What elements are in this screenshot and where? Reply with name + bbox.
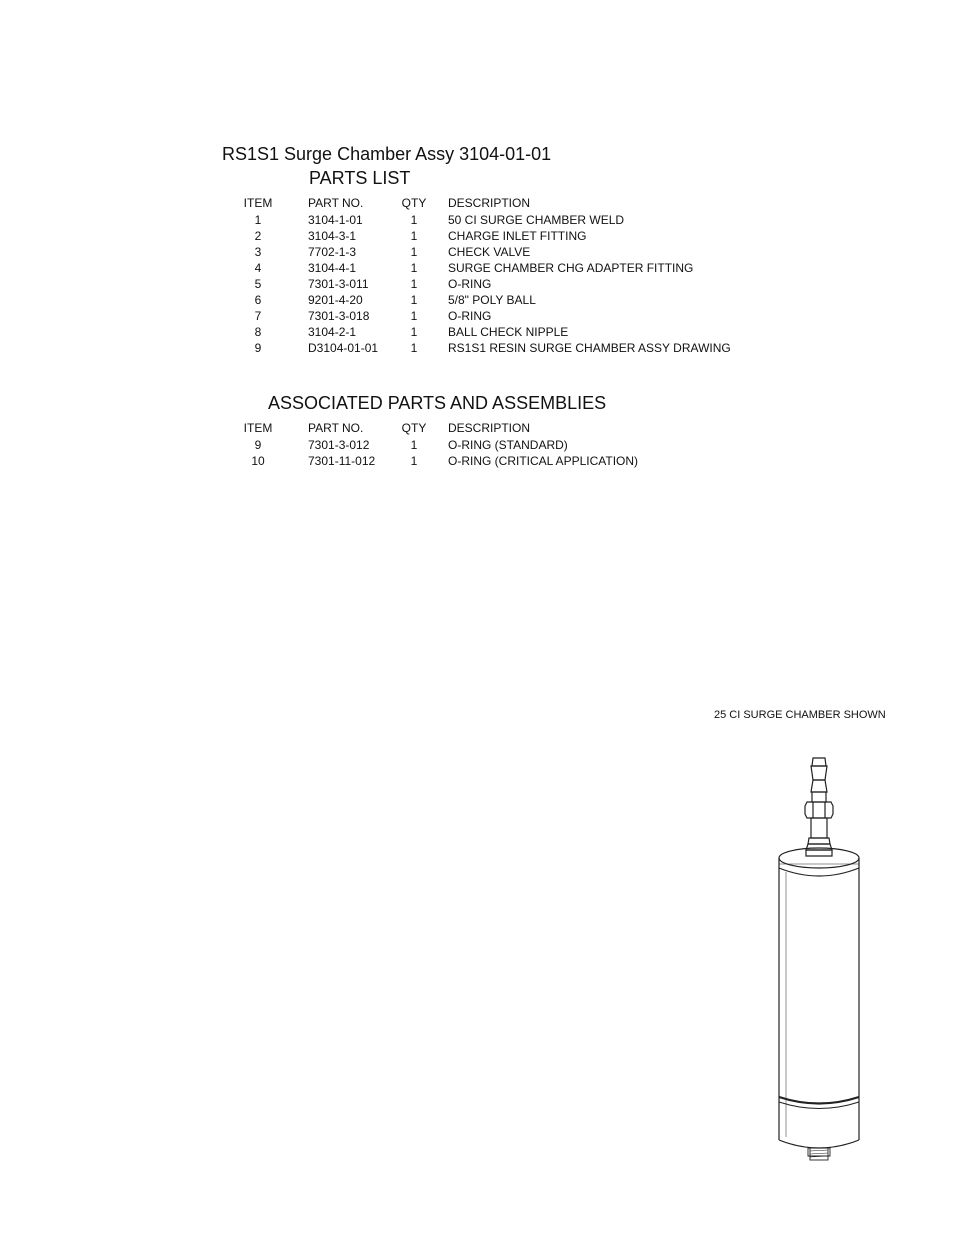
quantity-cell: 1	[410, 245, 418, 259]
table-row	[222, 453, 638, 469]
column-header-qty: QTY	[401, 196, 427, 210]
associated-parts-heading: ASSOCIATED PARTS AND ASSEMBLIES	[268, 393, 607, 413]
part-number-cell: 9201-4-20	[308, 293, 363, 307]
part-number-cell: 7301-11-012	[308, 454, 376, 468]
parts-list-table	[222, 194, 731, 356]
item-number-cell: 2	[254, 229, 262, 243]
column-header-part-no: PART NO.	[308, 196, 364, 210]
parts-list-heading: PARTS LIST	[309, 168, 411, 188]
quantity-cell: 1	[410, 277, 418, 291]
quantity-cell: 1	[410, 213, 418, 227]
item-number-cell: 6	[254, 293, 262, 307]
table-row	[222, 308, 731, 324]
description-cell: CHECK VALVE	[448, 245, 531, 259]
surge-chamber-drawing	[770, 752, 870, 1162]
column-header-item: ITEM	[243, 196, 273, 210]
column-header-description: DESCRIPTION	[448, 421, 531, 435]
part-number-cell: 3104-4-1	[308, 261, 357, 275]
table-row	[222, 244, 731, 260]
quantity-cell: 1	[410, 341, 418, 355]
item-number-cell: 9	[254, 341, 262, 355]
quantity-cell: 1	[410, 309, 418, 323]
table-row	[222, 292, 731, 308]
item-number-cell: 10	[251, 454, 265, 468]
description-cell: 50 CI SURGE CHAMBER WELD	[448, 213, 625, 227]
table-row	[222, 228, 731, 244]
table-row	[222, 276, 731, 292]
description-cell: 5/8" POLY BALL	[448, 293, 536, 307]
description-cell: O-RING	[448, 309, 492, 323]
description-cell: BALL CHECK NIPPLE	[448, 325, 569, 339]
table-row	[222, 212, 731, 228]
description-cell: O-RING (CRITICAL APPLICATION)	[448, 454, 639, 468]
document-title: RS1S1 Surge Chamber Assy 3104-01-01	[222, 144, 552, 164]
column-header-part-no: PART NO.	[308, 421, 364, 435]
item-number-cell: 4	[254, 261, 262, 275]
column-header-item: ITEM	[243, 421, 273, 435]
item-number-cell: 1	[254, 213, 262, 227]
column-header-description: DESCRIPTION	[448, 196, 531, 210]
item-number-cell: 5	[254, 277, 262, 291]
description-cell: SURGE CHAMBER CHG ADAPTER FITTING	[448, 261, 694, 275]
description-cell: CHARGE INLET FITTING	[448, 229, 587, 243]
quantity-cell: 1	[410, 454, 418, 468]
part-number-cell: 7702-1-3	[308, 245, 357, 259]
table-row	[222, 437, 638, 453]
associated-parts-table	[222, 419, 638, 469]
quantity-cell: 1	[410, 293, 418, 307]
description-cell: RS1S1 RESIN SURGE CHAMBER ASSY DRAWING	[448, 341, 731, 355]
description-cell: O-RING	[448, 277, 492, 291]
quantity-cell: 1	[410, 438, 418, 452]
item-number-cell: 8	[254, 325, 262, 339]
table-header-row	[222, 194, 731, 212]
figure-caption: 25 CI SURGE CHAMBER SHOWN	[714, 709, 886, 721]
part-number-cell: 3104-2-1	[308, 325, 357, 339]
quantity-cell: 1	[410, 261, 418, 275]
part-number-cell: 7301-3-012	[308, 438, 370, 452]
part-number-cell: 3104-3-1	[308, 229, 357, 243]
quantity-cell: 1	[410, 229, 418, 243]
table-row	[222, 324, 731, 340]
description-cell: O-RING (STANDARD)	[448, 438, 568, 452]
part-number-cell: D3104-01-01	[308, 341, 379, 355]
part-number-cell: 7301-3-018	[308, 309, 370, 323]
table-row	[222, 260, 731, 276]
item-number-cell: 3	[254, 245, 262, 259]
table-row	[222, 340, 731, 356]
item-number-cell: 7	[254, 309, 262, 323]
part-number-cell: 3104-1-01	[308, 213, 363, 227]
part-number-cell: 7301-3-011	[308, 277, 369, 291]
column-header-qty: QTY	[401, 421, 427, 435]
item-number-cell: 9	[254, 438, 262, 452]
quantity-cell: 1	[410, 325, 418, 339]
table-header-row	[222, 419, 638, 437]
